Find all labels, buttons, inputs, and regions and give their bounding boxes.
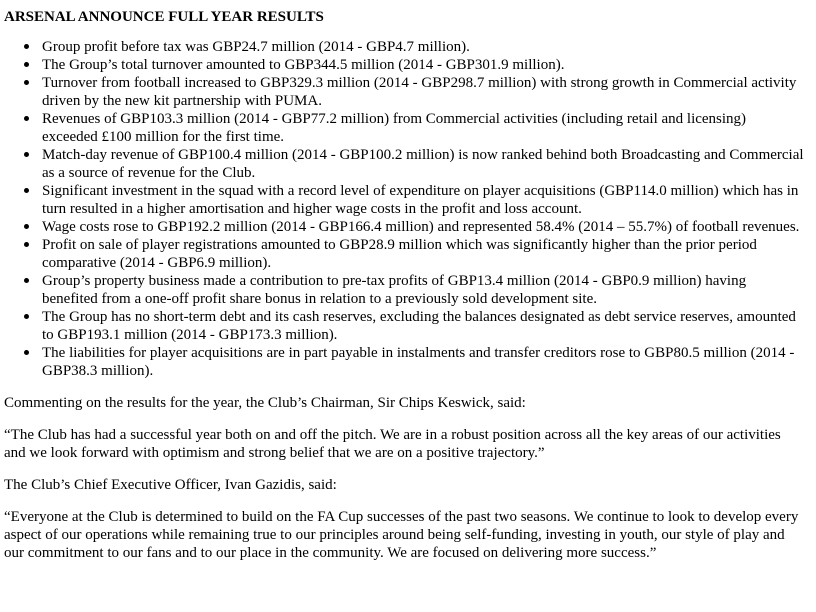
chairman-quote: “The Club has had a successful year both on and off the pitch. We are in a robust position across all the key areas of our activities and we look forward with optimism and strong belief that we are on a positive trajectory.”: [4, 427, 781, 461]
chairman-intro: Commenting on the results for the year, the Club’s Chairman, Sir Chips Keswick, said:: [4, 395, 526, 411]
list-item: Wage costs rose to GBP192.2 million (2014 - GBP166.4 million) and represented 58.4% (2014 – 55.7%) of football revenues.: [42, 218, 804, 236]
list-item: Match-day revenue of GBP100.4 million (2014 - GBP100.2 million) is now ranked behind both Broadcasting and Commercial as a source of revenue for the Club.: [42, 147, 804, 181]
list-item: Turnover from football increased to GBP329.3 million (2014 - GBP298.7 million) with strong growth in Commercial activity driven by the new kit partnership with PUMA.: [42, 74, 804, 110]
list-item: Revenues of GBP103.3 million (2014 - GBP77.2 million) from Commercial activities (including retail and licensing) exceeded £100 million for the first time.: [42, 110, 804, 146]
list-item: The Group has no short-term debt and its cash reserves, excluding the balances designated as debt service reserves, amounted to GBP193.1 million (2014 - GBP173.3 million).: [42, 308, 804, 344]
list-item: Profit on sale of player registrations amounted to GBP28.9 million which was significantly higher than the prior period comparative (2014 - GBP6.9 million).: [42, 236, 804, 272]
ceo-intro: The Club’s Chief Executive Officer, Ivan Gazidis, said:: [4, 477, 337, 493]
list-item: Group’s property business made a contribution to pre-tax profits of GBP13.4 million (2014 - GBP0.9 million) having benefited from a one-off profit share bonus in relation to a previously sold development site.: [42, 272, 804, 308]
ceo-quote: “Everyone at the Club is determined to build on the FA Cup successes of the past two seasons. We continue to look to develop every aspect of our operations while remaining true to our principles around being self-funding, investing in youth, our style of play and our commitment to our fans and to our place in the community. We are focused on delivering more success.”: [4, 509, 799, 561]
page-title: ARSENAL ANNOUNCE FULL YEAR RESULTS: [4, 9, 324, 25]
results-list: [4, 38, 804, 380]
list-item: Group profit before tax was GBP24.7 million (2014 - GBP4.7 million).: [42, 38, 804, 56]
list-item: The liabilities for player acquisitions are in part payable in instalments and transfer creditors rose to GBP80.5 million (2014 - GBP38.3 million).: [42, 344, 804, 380]
list-item: Significant investment in the squad with a record level of expenditure on player acquisitions (GBP114.0 million) which has in turn resulted in a higher amortisation and higher wage costs in the profit and loss account.: [42, 182, 804, 218]
list-item: The Group’s total turnover amounted to GBP344.5 million (2014 - GBP301.9 million).: [42, 56, 804, 74]
